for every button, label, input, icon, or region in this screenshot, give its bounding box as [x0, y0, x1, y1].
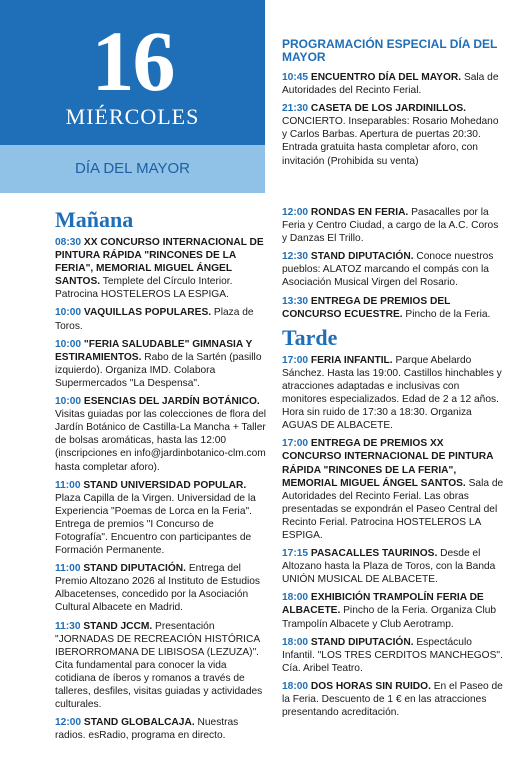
event-title: STAND GLOBALCAJA. — [83, 717, 195, 729]
event-description: Rabo de la Sartén (pasillo izquierdo). Organiza IMD. Colabora Supermercados "La Despensa". — [55, 351, 262, 389]
event-time: 18:00 — [282, 592, 309, 604]
event-description: CONCIERTO. Inseparables: Rosario Mohedano y Carlos Barbas. Apertura de puertas 20:30. Entrada gratuita hasta completar aforo, con invitación (Prohibida su venta) — [282, 116, 499, 167]
event-description: Sala de Autoridades del Recinto Ferial. — [282, 72, 499, 97]
programacion-list — [282, 71, 504, 168]
event-title: STAND DIPUTACIÓN. — [83, 563, 186, 575]
event-entry — [55, 236, 267, 301]
event-time: 10:45 — [282, 72, 309, 83]
event-title: CASETA DE LOS JARDINILLOS. — [310, 103, 466, 115]
event-title: DOS HORAS SIN RUIDO. — [310, 680, 431, 692]
event-entry — [55, 306, 267, 332]
event-description: Entrega del Premio Altozano 2026 al Instituto de Estudios Albacetenses, concedido por la Asociación Cultural Albacete en Madrid. — [55, 563, 261, 614]
event-title: STAND UNIVERSIDAD POPULAR. — [83, 479, 247, 491]
event-description: Pincho de la Feria. Organiza Club Trampolín Albacete y Club Aerotramp. — [282, 605, 497, 630]
event-description: Pincho de la Feria. — [405, 308, 491, 320]
event-time: 11:00 — [55, 563, 81, 575]
event-entry — [282, 636, 504, 675]
event-entry — [282, 547, 504, 586]
event-description: Plaza de Toros. — [55, 307, 254, 332]
event-entry — [282, 354, 504, 433]
event-title: VAQUILLAS POPULARES. — [83, 307, 212, 319]
weekday: MIÉRCOLES — [65, 104, 200, 129]
event-description: Pasacalles por la Feria y Centro Ciudad, a cargo de la A.C. Coros y Danzas El Trillo. — [282, 207, 499, 245]
event-description: Parque Abelardo Sánchez. Hasta las 19:00. Castillos hinchables y atracciones adaptadas e inclusivas con monitores especializados. Edad de 2 a 12 años. Hora sin ruido de 17:30 a 18:30. Organiza AGUAS DE ALBACETE. — [282, 354, 502, 432]
event-time: 21:30 — [282, 103, 309, 115]
event-description: Templete del Círculo Interior. Patrocina HOSTELEROS LA ESPIGA. — [55, 276, 233, 301]
event-description: En el Paseo de la Feria. Descuento de 1 € en las atracciones presentando acreditación. — [282, 680, 503, 719]
event-time: 11:30 — [55, 620, 81, 632]
event-time: 12:00 — [282, 207, 309, 218]
event-entry — [55, 716, 267, 742]
date-block — [0, 0, 265, 145]
event-entry — [282, 250, 504, 289]
event-description: Desde el Altozano hasta la Plaza de Toros, con la Banda UNIÓN MUSICAL DE ALBACETE. — [282, 548, 496, 586]
event-entry — [282, 437, 504, 542]
event-description: Nuestras radios. esRadio, programa en directo. — [55, 717, 239, 742]
event-title: STAND DIPUTACIÓN. — [310, 251, 414, 263]
manana-list — [55, 236, 267, 742]
event-time: 12:00 — [55, 717, 82, 729]
event-title: STAND DIPUTACIÓN. — [310, 636, 414, 648]
event-time: 18:00 — [282, 680, 309, 692]
manana-heading: Mañana — [55, 207, 134, 232]
event-title: ENCUENTRO DÍA DEL MAYOR. — [310, 72, 462, 83]
event-entry — [282, 680, 504, 719]
event-time: 10:00 — [55, 307, 82, 319]
event-description: Conoce nuestros pueblos: ALATOZ marcando el compás con la Asociación Musical Virgen del Rosario. — [282, 251, 494, 289]
event-description: Plaza Capilla de la Virgen. Universidad de la Experiencia "Poemas de Lorca en la Feria". Entrega de premios "I Concurso de Fotografía". Encuentro con participantes de Formación Permanente. — [55, 492, 256, 557]
event-title: RONDAS EN FERIA. — [310, 207, 409, 218]
event-entry — [55, 395, 267, 474]
event-description: Sala de Autoridades del Recinto Ferial. Las obras presentadas se expondrán el Paseo Central del Recinto Ferial. Patrocina HOSTELEROS LA ESPIGA. — [282, 477, 504, 541]
event-title: ENTREGA DE PREMIOS XX CONCURSO INTERNACIONAL DE PINTURA RÁPIDA "RINCONES DE LA FERIA", MEMORIAL MIGUEL ÁNGEL SANTOS. — [282, 438, 494, 489]
event-time: 10:00 — [55, 396, 82, 408]
event-entry — [55, 338, 267, 390]
programacion-title: PROGRAMACIÓN ESPECIAL DÍA DEL MAYOR — [282, 37, 498, 64]
event-time: 10:00 — [55, 338, 82, 350]
programacion-especial — [282, 38, 504, 173]
event-title: ESENCIAS DEL JARDÍN BOTÁNICO. — [83, 396, 260, 408]
event-title: "FERIA SALUDABLE" GIMNASIA Y ESTIRAMIENTOS. — [55, 338, 253, 363]
event-title: STAND JCCM. — [83, 620, 153, 632]
event-time: 11:00 — [55, 479, 81, 491]
manana-column — [55, 208, 267, 747]
event-title: PASACALLES TAURINOS. — [310, 548, 438, 560]
event-description: Visitas guiadas por las colecciones de flora del Jardín Botánico de Castilla-La Mancha + Taller de bolsas aromáticas, hasta las 12:00 (inscripciones en info@jardinbotanico-clm.com hasta completar aforo). — [55, 409, 267, 473]
event-title: FERIA INFANTIL. — [310, 354, 393, 366]
event-entry — [282, 295, 504, 321]
event-time: 08:30 — [55, 237, 82, 248]
event-description: Presentación "JORNADAS DE RECREACIÓN HISTÓRICA IBERORROMANA DE LIBISOSA (LEZUZA)". Cita fundamental para conocer la vida cotidiana de íberos y romanos a través de talleres, desfiles, visitas guiadas y actividades culturales. — [55, 620, 263, 711]
event-entry — [282, 206, 504, 245]
event-entry — [55, 562, 267, 614]
event-entry — [55, 620, 267, 712]
day-number: 16 — [91, 13, 174, 109]
event-entry — [282, 591, 504, 630]
event-title: XX CONCURSO INTERNACIONAL DE PINTURA RÁPIDA "RINCONES DE LA FERIA", MEMORIAL MIGUEL ÁNGEL SANTOS. — [55, 237, 264, 288]
event-title: ENTREGA DE PREMIOS DEL CONCURSO ECUESTRE. — [282, 295, 451, 320]
event-entry — [55, 479, 267, 558]
event-time: 12:30 — [282, 251, 309, 263]
subtitle-band — [0, 145, 265, 193]
tarde-heading: Tarde — [282, 324, 338, 350]
subtitle: DÍA DEL MAYOR — [74, 160, 191, 177]
event-entry — [282, 71, 504, 97]
event-time: 17:00 — [282, 354, 309, 366]
right-column — [282, 206, 504, 724]
manana-cont-list — [282, 206, 504, 321]
tarde-list — [282, 354, 504, 719]
event-title: EXHIBICIÓN TRAMPOLÍN FERIA DE ALBACETE. — [282, 592, 484, 617]
event-time: 13:30 — [282, 295, 309, 307]
event-entry — [282, 102, 504, 167]
event-time: 18:00 — [282, 636, 309, 648]
event-time: 17:00 — [282, 438, 309, 450]
event-description: Espectáculo Infantil. "LOS TRES CERDITOS MANCHEGOS". Cía. Aribel Teatro. — [282, 636, 503, 674]
event-time: 17:15 — [282, 548, 309, 560]
